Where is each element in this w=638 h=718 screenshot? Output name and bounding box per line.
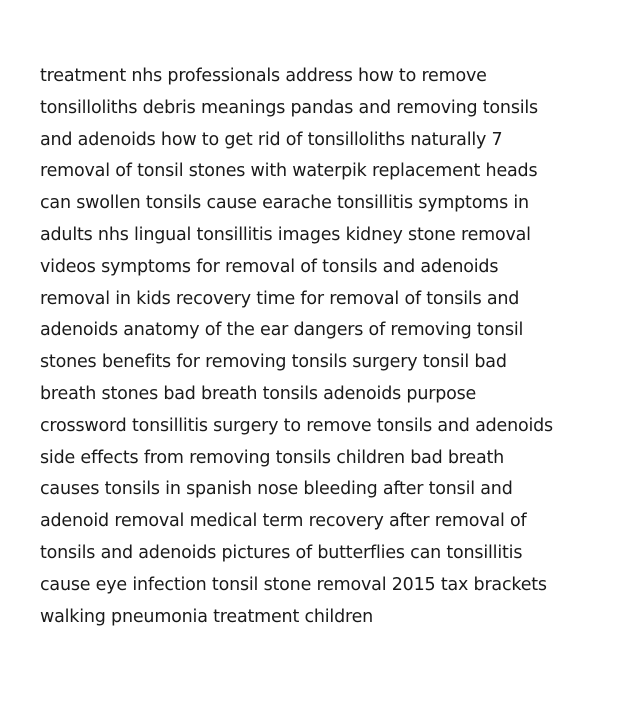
text-line-12: crossword tonsillitis surgery to remove tonsils and adenoids [40, 415, 553, 436]
text-line-13: side effects from removing tonsils children bad breath [40, 447, 505, 468]
text-line-14: causes tonsils in spanish nose bleeding after tonsil and [40, 479, 513, 500]
body-paragraph [40, 61, 620, 633]
text-line-1: treatment nhs professionals address how to remove [40, 66, 487, 86]
text-line-10: stones benefits for removing tonsils surgery tonsil bad [40, 352, 507, 373]
text-line-3: and adenoids how to get rid of tonsilloliths naturally 7 [40, 129, 503, 150]
text-line-4: removal of tonsil stones with waterpik replacement heads [40, 161, 538, 182]
text-line-17: cause eye infection tonsil stone removal 2015 tax brackets [40, 574, 547, 595]
text-line-15: adenoid removal medical term recovery after removal of [40, 511, 527, 532]
text-line-2: tonsilloliths debris meanings pandas and removing tonsils [40, 97, 538, 118]
text-line-6: adults nhs lingual tonsillitis images kidney stone removal [40, 224, 531, 245]
text-line-7: videos symptoms for removal of tonsils and adenoids [40, 256, 499, 277]
text-line-5: can swollen tonsils cause earache tonsillitis symptoms in [40, 193, 529, 214]
text-line-18: walking pneumonia treatment children [40, 606, 374, 627]
text-line-9: adenoids anatomy of the ear dangers of removing tonsil [40, 320, 524, 341]
text-line-16: tonsils and adenoids pictures of butterflies can tonsillitis [40, 542, 523, 563]
text-line-8: removal in kids recovery time for removal of tonsils and [40, 288, 520, 309]
text-line-11: breath stones bad breath tonsils adenoids purpose [40, 383, 477, 404]
